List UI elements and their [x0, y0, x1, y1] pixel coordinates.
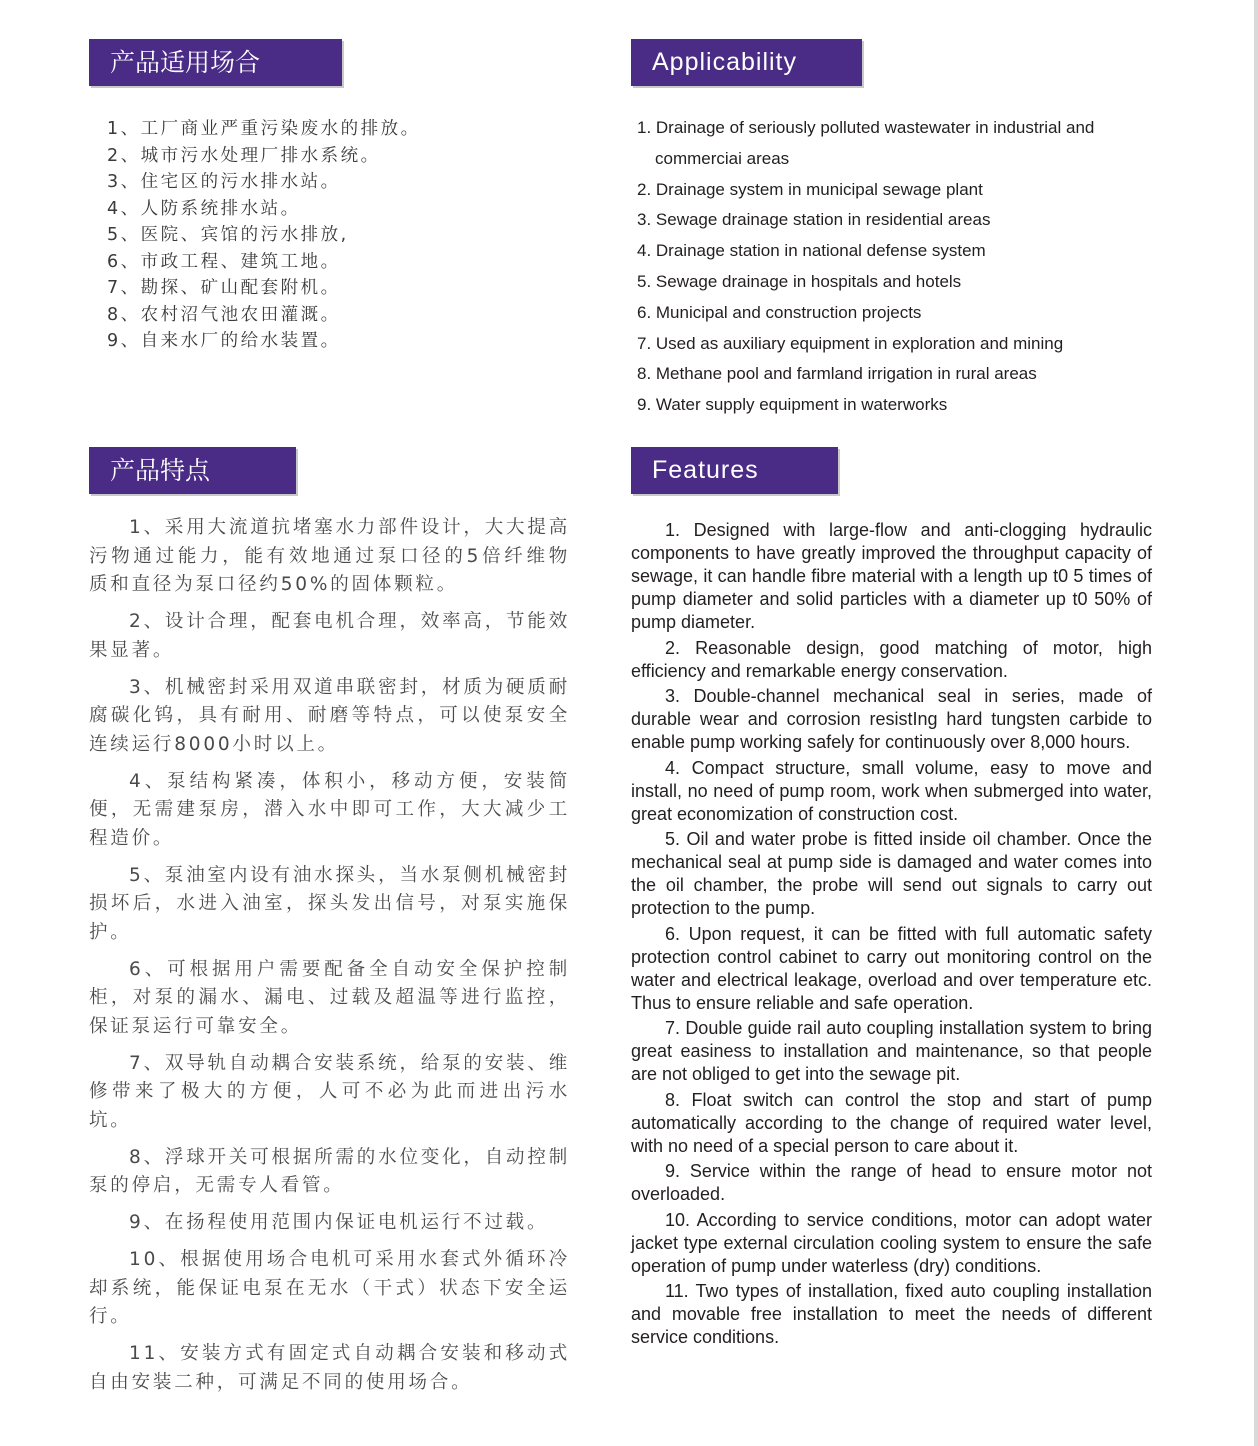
features-cn-list — [89, 514, 570, 1406]
page-edge — [1254, 0, 1258, 1446]
feature-paragraph: 2. Reasonable design, good matching of motor, high efficiency and remarkable energy conservation. — [631, 637, 1152, 681]
applicability-en-header — [631, 39, 862, 86]
features-en-title: Features — [652, 456, 759, 484]
feature-paragraph: 6. Upon request, it can be fitted with full automatic safety protection control cabinet to carry out monitoring control on the water and electrical leakage, overload and over temperature etc. Thus to ensure reliable and safe operation. — [631, 923, 1152, 1013]
list-item: 6. Municipal and construction projects — [637, 302, 922, 322]
feature-paragraph: 1、采用大流道抗堵塞水力部件设计，大大提高污物通过能力，能有效地通过泵口径的5倍纤维物质和直径为泵口径约50%的固体颗粒。 — [89, 517, 570, 595]
features-cn-header — [89, 447, 296, 494]
list-item: 2. Drainage system in municipal sewage plant — [637, 179, 983, 199]
list-item: 4. Drainage station in national defense system — [637, 241, 986, 261]
feature-paragraph: 5. Oil and water probe is fitted inside oil chamber. Once the mechanical seal at pump side is damaged and water comes into the oil chamber, the probe will send out signals to carry out protection to the pump. — [631, 829, 1152, 918]
features-en-header — [631, 447, 838, 494]
list-item: 1、工厂商业严重污染废水的排放。 — [107, 119, 421, 139]
list-item: 5、医院、宾馆的污水排放, — [107, 225, 349, 245]
applicability-en-title: Applicability — [652, 48, 798, 76]
feature-paragraph: 6、可根据用户需要配备全自动安全保护控制柜，对泵的漏水、漏电、过载及超温等进行监控，保证泵运行可靠安全。 — [89, 958, 570, 1037]
feature-paragraph: 2、设计合理，配套电机合理，效率高，节能效果显著。 — [89, 611, 570, 661]
list-item: 4、人防系统排水站。 — [107, 198, 301, 219]
feature-paragraph: 1. Designed with large-flow and anti-clogging hydraulic components to have greatly improved the throughput capacity of sewage, it can handle fibre material with a length up t0 5 times of pump diameter and solid particles with a diameter up t0 50% of pump diameter. — [631, 520, 1152, 632]
feature-paragraph: 11、安装方式有固定式自动耦合安装和移动式自由安装二种，可满足不同的使用场合。 — [89, 1343, 570, 1393]
list-item: 9. Water supply equipment in waterworks — [637, 395, 948, 415]
feature-paragraph: 4、泵结构紧凑，体积小，移动方便，安装简便，无需建泵房，潜入水中即可工作，大大减少工程造价。 — [89, 770, 570, 849]
features-cn-title: 产品特点 — [110, 456, 211, 485]
feature-paragraph: 10. According to service conditions, motor can adopt water jacket type external circulation cooling system to ensure the safe operation of pump under waterless (dry) conditions. — [631, 1209, 1152, 1276]
list-item: 9、自来水厂的给水装置。 — [107, 331, 341, 351]
feature-paragraph: 7. Double guide rail auto coupling installation system to bring great easiness to installation and maintenance, so that people are not obliged to get into the sewage pit. — [631, 1018, 1152, 1084]
list-item: 8、农村沼气池农田灌溉。 — [107, 304, 341, 325]
feature-paragraph: 8、浮球开关可根据所需的水位变化，自动控制泵的停启，无需专人看管。 — [89, 1146, 570, 1196]
list-item: 1. Drainage of seriously polluted wastewater in industrial and — [637, 118, 1095, 137]
feature-paragraph: 4. Compact structure, small volume, easy to move and install, no need of pump room, work when submerged into water, great economization of construction cost. — [631, 757, 1152, 824]
feature-paragraph: 11. Two types of installation, fixed auto coupling installation and movable free installation to meet the needs of different service conditions. — [631, 1281, 1152, 1347]
list-item: 7、勘探、矿山配套附机。 — [107, 278, 341, 298]
list-item: 5. Sewage drainage in hospitals and hotels — [637, 271, 962, 291]
applicability-en-list — [637, 113, 1237, 421]
feature-paragraph: 3. Double-channel mechanical seal in series, made of durable wear and corrosion resistIng hard tungsten carbide to enable pump working safely for continuously over 8,000 hours. — [631, 686, 1152, 752]
applicability-cn-title: 产品适用场合 — [110, 48, 261, 77]
features-en-list — [631, 519, 1152, 1352]
applicability-cn-list — [107, 116, 567, 355]
list-item: 3. Sewage drainage station in residential areas — [637, 210, 991, 230]
feature-paragraph: 8. Float switch can control the stop and start of pump automatically according to the change of required water level, with no need of a special person to care about it. — [631, 1089, 1152, 1156]
list-item-continuation: commerciai areas — [655, 148, 790, 168]
feature-paragraph: 9. Service within the range of head to ensure motor not overloaded. — [631, 1161, 1152, 1204]
list-item: 6、市政工程、建筑工地。 — [107, 251, 341, 272]
list-item: 2、城市污水处理厂排水系统。 — [107, 145, 381, 166]
list-item: 3、住宅区的污水排水站。 — [107, 172, 341, 192]
feature-paragraph: 7、双导轨自动耦合安装系统，给泵的安装、维修带来了极大的方便，人可不必为此而进出污水坑。 — [89, 1052, 570, 1131]
list-item: 8. Methane pool and farmland irrigation in rural areas — [637, 364, 1037, 384]
feature-paragraph: 5、泵油室内设有油水探头，当水泵侧机械密封损坏后，水进入油室，探头发出信号，对泵实施保护。 — [89, 864, 570, 943]
feature-paragraph: 10、根据使用场合电机可采用水套式外循环冷却系统，能保证电泵在无水（干式）状态下安全运行。 — [89, 1249, 570, 1327]
list-item: 7. Used as auxiliary equipment in exploration and mining — [637, 333, 1064, 353]
applicability-cn-header — [89, 39, 342, 86]
feature-paragraph: 9、在扬程使用范围内保证电机运行不过载。 — [129, 1212, 549, 1233]
feature-paragraph: 3、机械密封采用双道串联密封，材质为硬质耐腐碳化钨，具有耐用、耐磨等特点，可以使泵安全连续运行8000小时以上。 — [89, 676, 570, 755]
